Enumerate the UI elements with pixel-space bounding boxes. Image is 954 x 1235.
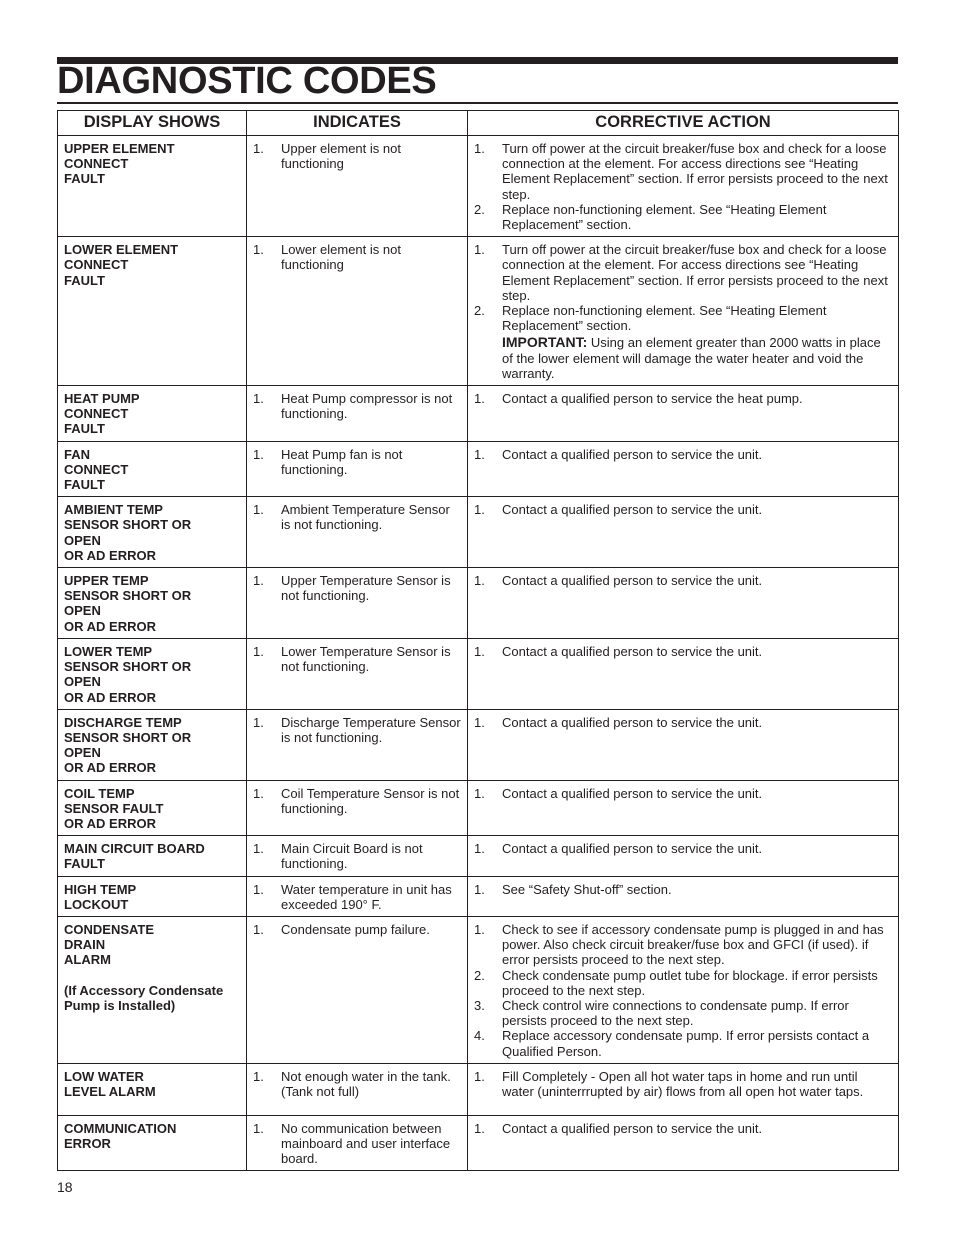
item-text: No communication between mainboard and user interface board. [281, 1120, 451, 1167]
display-code-cell [58, 497, 247, 568]
corrective-action-cell [468, 836, 899, 876]
item-number: 1. [474, 242, 485, 258]
display-code-cell [58, 780, 247, 836]
display-code-line: OPEN [64, 745, 101, 761]
display-code-line: ALARM [64, 952, 111, 968]
item-number: 1. [253, 1120, 264, 1136]
display-code-line: CONNECT [64, 406, 129, 422]
table-row [58, 441, 899, 497]
display-code-line: COIL TEMP [64, 785, 135, 801]
indicates-item [253, 502, 461, 532]
indicates-item [253, 573, 461, 603]
corrective-action-item [474, 644, 892, 659]
important-label: IMPORTANT: [502, 334, 588, 351]
item-text: Check condensate pump outlet tube for blockage. if error persists proceed to the next step. [502, 967, 878, 998]
display-code-cell [58, 916, 247, 1063]
item-number: 2. [474, 201, 485, 217]
item-text: Turn off power at the circuit breaker/fuse box and check for a loose connection at the element. For access directions see “Heating Element Replacement” section. If error persists proceed to the next step. [502, 141, 888, 202]
corrective-action-cell [468, 237, 899, 386]
corrective-action-list [474, 1121, 892, 1136]
item-text: Heat Pump compressor is not functioning. [281, 391, 453, 422]
display-code-line: CONNECT [64, 461, 129, 477]
corrective-action-cell [468, 1063, 899, 1115]
indicates-item [253, 1069, 461, 1099]
indicates-item [253, 882, 461, 912]
corrective-action-list [474, 502, 892, 517]
corrective-action-list [474, 447, 892, 462]
display-code-cell [58, 136, 247, 237]
display-code-line: AMBIENT TEMP [64, 502, 163, 518]
display-code-line: DRAIN [64, 937, 106, 953]
indicates-list [253, 715, 461, 745]
item-number: 1. [253, 446, 264, 462]
item-text: Condensate pump failure. [281, 921, 430, 937]
indicates-list [253, 644, 461, 674]
item-number: 1. [474, 881, 485, 897]
item-number: 1. [253, 242, 264, 258]
item-number: 3. [474, 997, 485, 1013]
display-code-line: LOWER ELEMENT [64, 242, 179, 258]
item-text: Check to see if accessory condensate pump is plugged in and has power. Also check circuit breaker/fuse box and GFCI (if used). if error persists proceed to the next step. [502, 921, 884, 968]
display-code-line: OR AD ERROR [64, 618, 156, 634]
display-code-line: SENSOR SHORT OR [64, 588, 192, 604]
item-number: 1. [253, 502, 264, 518]
item-number: 1. [474, 785, 485, 801]
table-row [58, 638, 899, 709]
display-code-line: SENSOR SHORT OR [64, 517, 192, 533]
item-text: Discharge Temperature Sensor is not functioning. [281, 714, 461, 745]
corrective-action-item [474, 998, 892, 1028]
item-number: 1. [474, 1068, 485, 1084]
indicates-cell [247, 780, 468, 836]
table-row [58, 1115, 899, 1171]
display-code-line: FAULT [64, 272, 105, 288]
corrective-action-item [474, 1028, 892, 1058]
table-row [58, 568, 899, 639]
corrective-action-list [474, 715, 892, 730]
item-number: 1. [474, 573, 485, 589]
indicates-cell [247, 876, 468, 916]
item-number: 1. [474, 714, 485, 730]
item-text: Replace accessory condensate pump. If error persists contact a Qualified Person. [502, 1028, 870, 1059]
item-number: 1. [474, 502, 485, 518]
item-text: Upper element is not functioning [281, 141, 401, 172]
display-code-line: HEAT PUMP [64, 391, 140, 407]
item-text: Contact a qualified person to service the unit. [502, 1120, 763, 1136]
display-code-line: SENSOR SHORT OR [64, 659, 192, 675]
corrective-action-cell [468, 386, 899, 442]
indicates-cell [247, 836, 468, 876]
item-number: 1. [253, 643, 264, 659]
item-text: Contact a qualified person to service the unit. [502, 446, 763, 462]
indicates-cell [247, 136, 468, 237]
corrective-action-item [474, 841, 892, 856]
display-code-line: CONNECT [64, 257, 129, 273]
table-row [58, 780, 899, 836]
corrective-action-list [474, 141, 892, 232]
display-code-line: CONDENSATE [64, 921, 155, 937]
indicates-item [253, 715, 461, 745]
display-code-line: UPPER ELEMENT [64, 141, 175, 156]
corrective-action-cell [468, 916, 899, 1063]
display-code-line: OPEN [64, 532, 101, 548]
display-code-line: FAN [64, 446, 90, 462]
item-number: 1. [474, 841, 485, 857]
indicates-item [253, 141, 461, 171]
table-row [58, 1063, 899, 1115]
corrective-action-item [474, 573, 892, 588]
display-code-line: FAULT [64, 856, 105, 872]
item-number: 1. [474, 1120, 485, 1136]
table-row [58, 876, 899, 916]
item-text: Contact a qualified person to service the unit. [502, 643, 763, 659]
indicates-cell [247, 386, 468, 442]
table-row [58, 237, 899, 386]
item-number: 1. [474, 446, 485, 462]
item-number: 1. [474, 643, 485, 659]
item-number: 1. [474, 141, 485, 156]
page-title: DIAGNOSTIC CODES [57, 60, 437, 102]
display-code-cell [58, 1115, 247, 1171]
display-code-line: (If Accessory Condensate [64, 982, 224, 998]
display-code-line: MAIN CIRCUIT BOARD [64, 841, 205, 857]
indicates-item [253, 841, 461, 871]
table-row [58, 386, 899, 442]
display-code-cell [58, 1063, 247, 1115]
item-text: Check control wire connections to condensate pump. If error persists proceed to the next step. [502, 997, 849, 1029]
item-number: 1. [253, 921, 264, 937]
indicates-cell [247, 237, 468, 386]
indicates-list [253, 447, 461, 477]
item-text: Fill Completely - Open all hot water taps in home and run until water (uninterrrupted by air) flows from all open hot water taps. [502, 1068, 864, 1099]
important-text: Using an element greater than 2000 watts in place of the lower element will damage the water heater and void the warranty. [502, 335, 881, 381]
item-number: 1. [253, 141, 264, 156]
indicates-cell [247, 1115, 468, 1171]
item-text: Coil Temperature Sensor is not functioning. [281, 785, 460, 816]
table-row [58, 136, 899, 237]
item-number: 1. [253, 573, 264, 589]
display-code-line: FAULT [64, 477, 105, 493]
display-code-cell [58, 237, 247, 386]
indicates-list [253, 882, 461, 912]
corrective-action-list [474, 242, 892, 333]
indicates-list [253, 841, 461, 871]
indicates-list [253, 242, 461, 272]
display-code-line: OR AD ERROR [64, 815, 156, 831]
table-row [58, 916, 899, 1063]
display-code-line: CONNECT [64, 156, 129, 172]
indicates-item [253, 922, 461, 937]
corrective-action-cell [468, 568, 899, 639]
corrective-action-item [474, 242, 892, 303]
table-row [58, 709, 899, 780]
display-code-line: OPEN [64, 603, 101, 619]
item-text: Contact a qualified person to service the unit. [502, 841, 763, 857]
corrective-action-cell [468, 1115, 899, 1171]
indicates-list [253, 786, 461, 816]
item-text: Water temperature in unit has exceeded 190° F. [281, 881, 452, 912]
corrective-action-list [474, 573, 892, 588]
indicates-item [253, 786, 461, 816]
display-code-line: DISCHARGE TEMP [64, 714, 182, 730]
item-text: Contact a qualified person to service the unit. [502, 502, 763, 518]
display-code-line: OPEN [64, 674, 101, 690]
corrective-action-list [474, 1069, 892, 1099]
display-code-line: COMMUNICATION [64, 1120, 177, 1136]
corrective-action-list [474, 644, 892, 659]
item-number: 1. [474, 391, 485, 407]
indicates-cell [247, 568, 468, 639]
indicates-list [253, 573, 461, 603]
indicates-cell [247, 497, 468, 568]
indicates-list [253, 922, 461, 937]
corrective-action-item [474, 922, 892, 968]
display-code-cell [58, 638, 247, 709]
indicates-item [253, 644, 461, 674]
item-text: Replace non-functioning element. See “Heating Element Replacement” section. [502, 201, 827, 233]
display-code-line: SENSOR SHORT OR [64, 729, 192, 745]
item-text: Main Circuit Board is not functioning. [281, 841, 423, 872]
corrective-action-item [474, 447, 892, 462]
item-number: 2. [474, 303, 485, 319]
important-note [474, 335, 892, 381]
item-text: Contact a qualified person to service the unit. [502, 785, 763, 801]
corrective-action-item [474, 202, 892, 232]
title-bottom-rule [57, 102, 898, 104]
corrective-action-cell [468, 780, 899, 836]
item-text: Lower element is not functioning [281, 242, 401, 273]
diagnostic-codes-table [57, 110, 899, 1171]
corrective-action-cell [468, 136, 899, 237]
display-code-cell [58, 876, 247, 916]
corrective-action-list [474, 882, 892, 897]
display-code-line: FAULT [64, 421, 105, 437]
table-row [58, 836, 899, 876]
item-number: 1. [253, 841, 264, 857]
item-number: 1. [474, 921, 485, 937]
corrective-action-list [474, 922, 892, 1059]
indicates-cell [247, 1063, 468, 1115]
corrective-action-item [474, 786, 892, 801]
header-corrective-action: CORRECTIVE ACTION [468, 111, 899, 136]
display-code-line: Pump is Installed) [64, 997, 176, 1013]
display-code-line: OR AD ERROR [64, 689, 156, 705]
indicates-item [253, 242, 461, 272]
corrective-action-item [474, 882, 892, 897]
corrective-action-item [474, 303, 892, 333]
indicates-item [253, 391, 461, 421]
display-code-cell [58, 568, 247, 639]
indicates-item [253, 447, 461, 477]
display-code-cell [58, 386, 247, 442]
corrective-action-item [474, 141, 892, 202]
table-header-row [58, 111, 899, 136]
display-code-line [64, 968, 240, 983]
item-text: Contact a qualified person to service the unit. [502, 573, 763, 589]
display-code-line: LOWER TEMP [64, 643, 153, 659]
display-code-line: ERROR [64, 1135, 111, 1151]
item-text: Contact a qualified person to service the unit. [502, 714, 763, 730]
corrective-action-list [474, 841, 892, 856]
corrective-action-list [474, 391, 892, 406]
display-code-line: OR AD ERROR [64, 547, 156, 563]
item-text: Turn off power at the circuit breaker/fuse box and check for a loose connection at the element. For access directions see “Heating Element Replacement” section. If error persists proceed to the next step. [502, 242, 888, 303]
page-number: 18 [57, 1179, 73, 1195]
indicates-list [253, 1069, 461, 1099]
item-text: Not enough water in the tank. (Tank not full) [281, 1068, 451, 1099]
indicates-cell [247, 709, 468, 780]
display-code-line: HIGH TEMP [64, 881, 137, 897]
indicates-list [253, 391, 461, 421]
corrective-action-cell [468, 638, 899, 709]
corrective-action-item [474, 1121, 892, 1136]
indicates-list [253, 1121, 461, 1167]
item-text: Heat Pump fan is not functioning. [281, 446, 403, 477]
indicates-cell [247, 638, 468, 709]
corrective-action-cell [468, 709, 899, 780]
table-body [58, 136, 899, 1171]
corrective-action-list [474, 786, 892, 801]
corrective-action-item [474, 502, 892, 517]
item-number: 2. [474, 967, 485, 983]
corrective-action-item [474, 968, 892, 998]
item-number: 1. [253, 881, 264, 897]
item-text: Upper Temperature Sensor is not functioning. [281, 573, 451, 604]
display-code-line: OR AD ERROR [64, 760, 156, 776]
table-row [58, 497, 899, 568]
item-text: Lower Temperature Sensor is not functioning. [281, 643, 451, 675]
display-code-line: UPPER TEMP [64, 573, 149, 589]
corrective-action-cell [468, 876, 899, 916]
display-code-cell [58, 709, 247, 780]
display-code-line: LEVEL ALARM [64, 1083, 156, 1099]
item-text: Contact a qualified person to service the heat pump. [502, 391, 803, 407]
indicates-cell [247, 441, 468, 497]
corrective-action-item [474, 715, 892, 730]
corrective-action-item [474, 1069, 892, 1099]
indicates-list [253, 141, 461, 171]
display-code-line: LOCKOUT [64, 896, 129, 912]
header-display-shows: DISPLAY SHOWS [58, 111, 247, 136]
item-number: 1. [253, 1068, 264, 1084]
item-number: 1. [253, 714, 264, 730]
header-indicates: INDICATES [247, 111, 468, 136]
item-number: 1. [253, 785, 264, 801]
item-number: 4. [474, 1028, 485, 1044]
indicates-cell [247, 916, 468, 1063]
item-text: Replace non-functioning element. See “Heating Element Replacement” section. [502, 303, 827, 334]
indicates-list [253, 502, 461, 532]
corrective-action-cell [468, 441, 899, 497]
display-code-line: FAULT [64, 171, 105, 187]
display-code-cell [58, 441, 247, 497]
item-text: Ambient Temperature Sensor is not functioning. [281, 502, 450, 533]
item-text: See “Safety Shut-off” section. [502, 881, 672, 897]
display-code-line: LOW WATER [64, 1068, 144, 1084]
display-code-cell [58, 836, 247, 876]
item-number: 1. [253, 391, 264, 407]
corrective-action-item [474, 391, 892, 406]
indicates-item [253, 1121, 461, 1167]
corrective-action-cell [468, 497, 899, 568]
display-code-line: SENSOR FAULT [64, 800, 164, 816]
